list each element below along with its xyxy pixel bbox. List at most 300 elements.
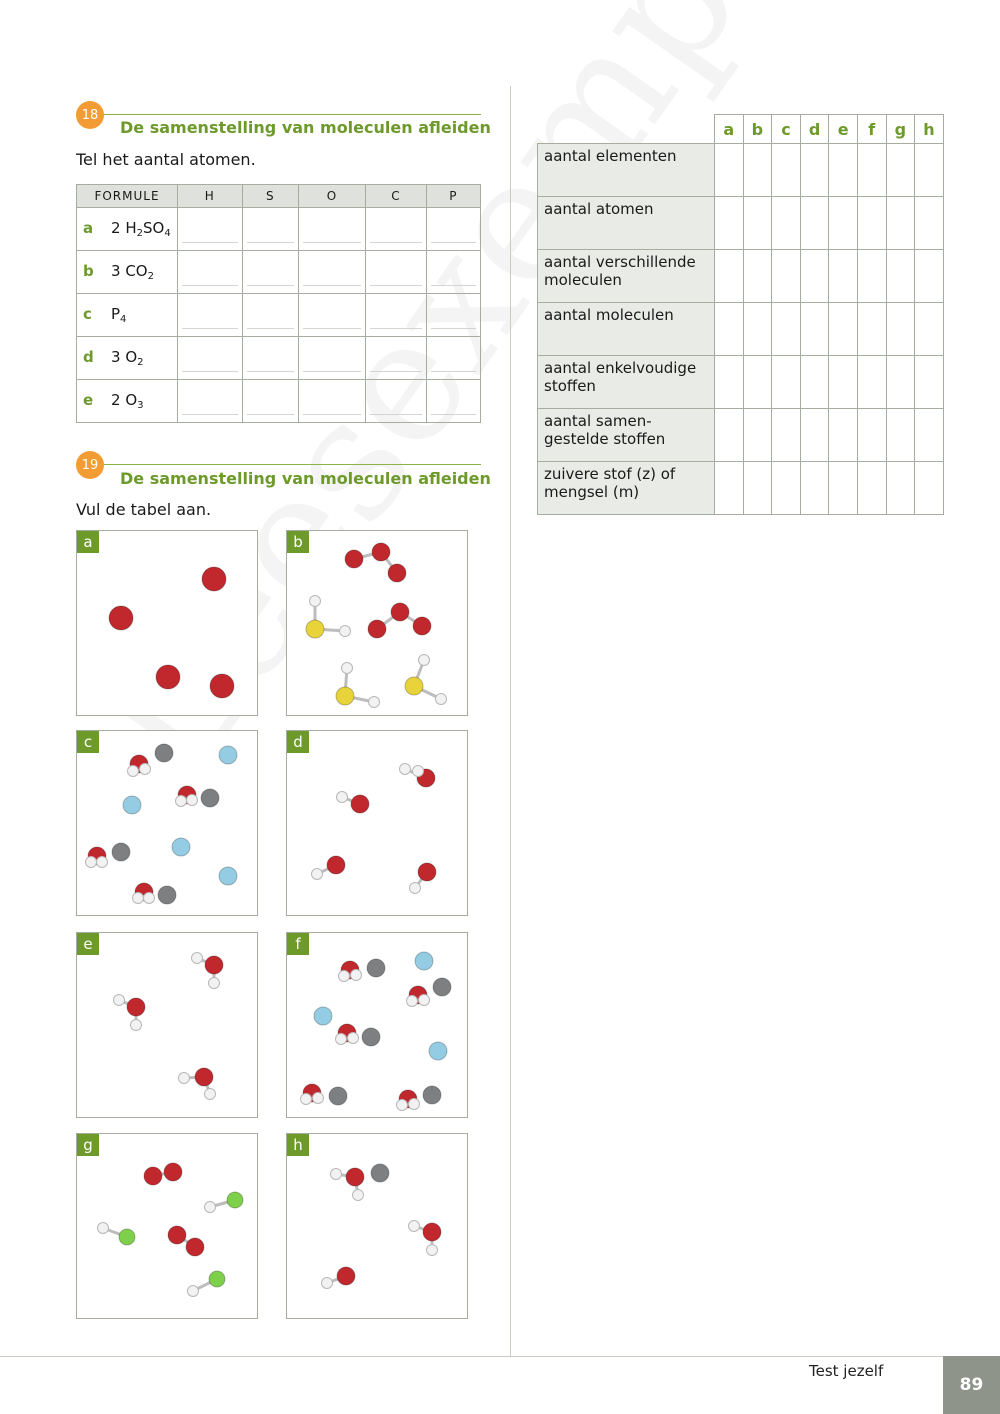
answer-cell[interactable] [772, 197, 801, 250]
row-letter: d [83, 348, 94, 366]
formula [111, 391, 144, 409]
molecule-panel-d [286, 730, 468, 916]
row-letter: b [83, 262, 94, 280]
answer-cell[interactable] [715, 356, 744, 409]
panel-label: f [287, 933, 309, 955]
molecule-drawing [77, 933, 257, 1117]
atom-c [367, 959, 385, 977]
atom-he [219, 867, 237, 885]
atom-h [351, 970, 362, 981]
answer-cell[interactable] [298, 337, 365, 380]
atom-h [310, 596, 321, 607]
molecule [415, 952, 433, 970]
subscript: 3 [137, 400, 144, 411]
answer-cell[interactable] [800, 250, 829, 303]
molecule [210, 674, 234, 698]
atom-he [219, 746, 237, 764]
element-symbol: O [125, 348, 138, 366]
molecule [362, 1028, 380, 1046]
atom-o [210, 674, 234, 698]
atoms-table-header [77, 185, 481, 208]
molecule [433, 978, 451, 996]
answer-cell[interactable] [743, 462, 772, 515]
molecule [155, 744, 173, 762]
answer-cell[interactable] [772, 303, 801, 356]
exercise-19-rule [104, 464, 481, 465]
answer-cell[interactable] [829, 197, 858, 250]
atom-h [342, 663, 353, 674]
molecule-panel-a [76, 530, 258, 716]
atom-h [407, 996, 418, 1007]
element-symbol: O [152, 219, 165, 237]
subscript: 4 [120, 314, 127, 325]
answer-cell[interactable] [715, 409, 744, 462]
answer-cell[interactable] [298, 380, 365, 423]
molecule [405, 655, 447, 705]
answer-cell[interactable] [715, 462, 744, 515]
molecule [371, 1164, 389, 1182]
formula-cell [77, 380, 178, 423]
answer-cell[interactable] [242, 208, 298, 251]
table-row [538, 144, 944, 197]
atom-h [133, 893, 144, 904]
table-row [538, 250, 944, 303]
answer-cell[interactable] [715, 250, 744, 303]
molecule [128, 755, 151, 777]
coefficient: 2 [111, 219, 126, 237]
atom-o [168, 1226, 186, 1244]
molecule [202, 567, 226, 591]
atom-h [339, 971, 350, 982]
atom-he [415, 952, 433, 970]
molecule [407, 986, 430, 1007]
atom-h [187, 795, 198, 806]
exercise-19-instruction: Vul de tabel aan. [76, 500, 212, 519]
molecule [156, 665, 180, 689]
molecule-drawing [77, 731, 257, 915]
atom-h [97, 857, 108, 868]
corner-cell [538, 115, 715, 144]
molecule [331, 1168, 365, 1201]
atom-o [418, 863, 436, 881]
element-symbol: CO [125, 262, 148, 280]
atom-h [144, 893, 155, 904]
molecule [337, 792, 370, 814]
molecule [133, 883, 155, 904]
coefficient: 3 [111, 348, 126, 366]
answer-cell[interactable] [857, 250, 886, 303]
atom-o [144, 1167, 162, 1185]
footer-section: Test jezelf [809, 1362, 884, 1380]
molecule-panel-b [286, 530, 468, 716]
panel-label: c [77, 731, 99, 753]
molecule-drawing [287, 731, 467, 915]
atom-c [423, 1086, 441, 1104]
atom-c [362, 1028, 380, 1046]
answer-cell[interactable] [829, 303, 858, 356]
molecule [158, 886, 176, 904]
atom-h [409, 1221, 420, 1232]
formula-cell [77, 294, 178, 337]
column-header-e: e [829, 115, 858, 144]
atom-s [336, 687, 354, 705]
molecule [201, 789, 219, 807]
atom-h [209, 978, 220, 989]
atom-c [155, 744, 173, 762]
atom-h [397, 1100, 408, 1111]
formula [111, 305, 126, 323]
atom-he [429, 1042, 447, 1060]
answer-cell[interactable] [772, 144, 801, 197]
answer-cell[interactable] [829, 409, 858, 462]
atom-o [372, 543, 390, 561]
molecule [172, 838, 190, 856]
molecule [188, 1271, 226, 1297]
atom-h [340, 626, 351, 637]
answer-cell[interactable] [365, 294, 426, 337]
atom-o [413, 617, 431, 635]
formula-cell [77, 337, 178, 380]
atom-cl [209, 1271, 225, 1287]
atom-o [186, 1238, 204, 1256]
molecule [86, 847, 108, 868]
answer-cell[interactable] [743, 356, 772, 409]
molecule-drawing [77, 531, 257, 715]
atom-h [131, 1020, 142, 1031]
atoms-header-p: P [426, 185, 480, 208]
answer-cell[interactable] [178, 294, 243, 337]
answer-cell[interactable] [800, 356, 829, 409]
table-row [538, 303, 944, 356]
answer-cell[interactable] [365, 208, 426, 251]
answer-cell[interactable] [857, 144, 886, 197]
atom-h [436, 694, 447, 705]
molecule [336, 663, 380, 708]
atoms-header-c: C [365, 185, 426, 208]
molecule [429, 1042, 447, 1060]
answer-cell[interactable] [886, 303, 915, 356]
atom-he [172, 838, 190, 856]
answer-cell[interactable] [915, 197, 944, 250]
element-symbol: S [142, 219, 153, 237]
atoms-header-o: O [298, 185, 365, 208]
column-header-d: d [800, 115, 829, 144]
exercise-18-number: 18 [76, 101, 104, 129]
answer-cell[interactable] [178, 251, 243, 294]
molecule [312, 856, 346, 880]
panel-label: b [287, 531, 309, 553]
exercise-18-instruction: Tel het aantal atomen. [76, 150, 256, 169]
molecule-panel-e [76, 932, 258, 1118]
answer-cell[interactable] [915, 144, 944, 197]
panel-label: e [77, 933, 99, 955]
row-label: aantal samen-gestelde stoffen [538, 409, 715, 462]
answer-cell[interactable] [178, 337, 243, 380]
answer-cell[interactable] [857, 462, 886, 515]
answer-cell[interactable] [886, 409, 915, 462]
atom-c [112, 843, 130, 861]
answer-cell[interactable] [298, 251, 365, 294]
molecule-drawing [287, 1134, 467, 1318]
subscript: 2 [136, 228, 143, 239]
molecule [192, 953, 224, 989]
answer-cell[interactable] [178, 380, 243, 423]
molecule [144, 1163, 182, 1185]
molecule [123, 796, 141, 814]
molecule [423, 1086, 441, 1104]
molecule-panel-g [76, 1133, 258, 1319]
table-row [77, 208, 481, 251]
atoms-header-h: H [178, 185, 243, 208]
molecule [345, 543, 406, 582]
subscript: 2 [147, 271, 154, 282]
row-letter: c [83, 305, 92, 323]
answer-cell[interactable] [715, 197, 744, 250]
element-symbol: P [111, 305, 121, 323]
atom-h [312, 869, 323, 880]
answer-cell[interactable] [886, 144, 915, 197]
atom-he [123, 796, 141, 814]
atom-h [98, 1223, 109, 1234]
molecule [367, 959, 385, 977]
atom-o [195, 1068, 213, 1086]
answer-cell[interactable] [426, 294, 480, 337]
answer-cell[interactable] [800, 144, 829, 197]
atom-c [433, 978, 451, 996]
column-header-h: h [915, 115, 944, 144]
atoms-count-table [76, 184, 481, 423]
atom-h [128, 766, 139, 777]
molecule [205, 1192, 244, 1213]
answer-cell[interactable] [298, 294, 365, 337]
formula [111, 262, 154, 280]
exercise-18-title: De samenstelling van moleculen afleiden [120, 118, 491, 137]
answer-cell[interactable] [743, 144, 772, 197]
answer-cell[interactable] [715, 144, 744, 197]
table-row [77, 380, 481, 423]
atom-o [345, 550, 363, 568]
answer-cell[interactable] [800, 197, 829, 250]
coefficient: 2 [111, 391, 126, 409]
answer-cell[interactable] [715, 303, 744, 356]
molecule [301, 1084, 324, 1105]
answer-cell[interactable] [800, 462, 829, 515]
answer-cell[interactable] [743, 409, 772, 462]
subscript: 2 [137, 357, 144, 368]
table-row [77, 251, 481, 294]
exercise-18-rule [104, 114, 481, 115]
column-header-b: b [743, 115, 772, 144]
answer-cell[interactable] [242, 294, 298, 337]
molecule-panel-f [286, 932, 468, 1118]
molecule [339, 961, 362, 982]
atom-s [306, 620, 324, 638]
formula-cell [77, 208, 178, 251]
row-letter: a [83, 219, 94, 237]
answer-cell[interactable] [743, 250, 772, 303]
answer-cell[interactable] [426, 208, 480, 251]
molecule [219, 867, 237, 885]
row-label: zuivere stof (z) of mengsel (m) [538, 462, 715, 515]
atom-h [176, 796, 187, 807]
answer-cell[interactable] [178, 208, 243, 251]
answer-cell[interactable] [242, 380, 298, 423]
atom-c [371, 1164, 389, 1182]
atom-c [329, 1087, 347, 1105]
atom-h [409, 1099, 420, 1110]
atom-o [156, 665, 180, 689]
atom-h [205, 1202, 216, 1213]
atom-o [351, 795, 369, 813]
atom-h [179, 1073, 190, 1084]
row-label: aantal verschillende moleculen [538, 250, 715, 303]
molecule [410, 863, 437, 894]
answer-cell[interactable] [886, 197, 915, 250]
atom-h [205, 1089, 216, 1100]
molecule-drawing [287, 933, 467, 1117]
atom-h [337, 792, 348, 803]
atom-h [301, 1094, 312, 1105]
answer-cell[interactable] [772, 356, 801, 409]
answer-cell[interactable] [365, 380, 426, 423]
answer-cell[interactable] [886, 356, 915, 409]
molecule [109, 606, 133, 630]
molecule [114, 995, 146, 1031]
atom-h [86, 857, 97, 868]
atom-o [368, 620, 386, 638]
molecule [176, 786, 198, 807]
answer-cell[interactable] [857, 303, 886, 356]
molecule-composition-table [537, 114, 944, 515]
atom-o [202, 567, 226, 591]
atom-h [413, 766, 424, 777]
column-header-f: f [857, 115, 886, 144]
atom-h [427, 1245, 438, 1256]
answer-cell[interactable] [426, 380, 480, 423]
composition-table-header [538, 115, 944, 144]
answer-cell[interactable] [800, 409, 829, 462]
answer-cell[interactable] [886, 462, 915, 515]
table-row [77, 294, 481, 337]
molecule [397, 1090, 420, 1111]
atom-h [369, 697, 380, 708]
row-label: aantal enkelvoudige stoffen [538, 356, 715, 409]
molecule [306, 596, 351, 639]
answer-cell[interactable] [886, 250, 915, 303]
atom-o [109, 606, 133, 630]
element-symbol: H [125, 219, 137, 237]
row-label: aantal elementen [538, 144, 715, 197]
atom-h [140, 764, 151, 775]
row-label: aantal atomen [538, 197, 715, 250]
atom-h [400, 764, 411, 775]
answer-cell[interactable] [743, 197, 772, 250]
molecule [168, 1226, 204, 1256]
answer-cell[interactable] [772, 250, 801, 303]
atom-o [388, 564, 406, 582]
answer-cell[interactable] [772, 462, 801, 515]
table-row [538, 197, 944, 250]
answer-cell[interactable] [426, 337, 480, 380]
atom-h [331, 1169, 342, 1180]
molecule [98, 1223, 136, 1246]
atom-h [192, 953, 203, 964]
atom-cl [119, 1229, 135, 1245]
answer-cell[interactable] [365, 337, 426, 380]
column-header-g: g [886, 115, 915, 144]
atom-h [419, 995, 430, 1006]
answer-cell[interactable] [829, 144, 858, 197]
atom-h [336, 1034, 347, 1045]
answer-cell[interactable] [426, 251, 480, 294]
table-row [77, 337, 481, 380]
atom-h [410, 883, 421, 894]
molecule [322, 1267, 356, 1289]
molecule [409, 1221, 442, 1256]
answer-cell[interactable] [915, 462, 944, 515]
answer-cell[interactable] [829, 356, 858, 409]
answer-cell[interactable] [857, 356, 886, 409]
answer-cell[interactable] [915, 409, 944, 462]
molecule-panel-h [286, 1133, 468, 1319]
atom-h [348, 1033, 359, 1044]
atoms-header-s: S [242, 185, 298, 208]
formula [111, 348, 144, 366]
atom-o [423, 1223, 441, 1241]
atom-o [164, 1163, 182, 1181]
atom-c [201, 789, 219, 807]
molecule-panel-c [76, 730, 258, 916]
answer-cell[interactable] [915, 356, 944, 409]
element-symbol: O [125, 391, 138, 409]
answer-cell[interactable] [829, 250, 858, 303]
answer-cell[interactable] [242, 337, 298, 380]
answer-cell[interactable] [365, 251, 426, 294]
answer-cell[interactable] [857, 409, 886, 462]
molecule-drawing [77, 1134, 257, 1318]
answer-cell[interactable] [915, 303, 944, 356]
subscript: 4 [164, 228, 171, 239]
molecule [219, 746, 237, 764]
atom-he [314, 1007, 332, 1025]
atom-o [337, 1267, 355, 1285]
formula [111, 219, 171, 237]
answer-cell[interactable] [242, 251, 298, 294]
atom-c [158, 886, 176, 904]
molecule [179, 1068, 216, 1100]
atom-h [188, 1286, 199, 1297]
exercise-19-number: 19 [76, 451, 104, 479]
panel-label: a [77, 531, 99, 553]
answer-cell[interactable] [800, 303, 829, 356]
answer-cell[interactable] [772, 409, 801, 462]
answer-cell[interactable] [743, 303, 772, 356]
panel-label: g [77, 1134, 99, 1156]
molecule [314, 1007, 332, 1025]
atom-h [313, 1093, 324, 1104]
answer-cell[interactable] [829, 462, 858, 515]
atom-h [419, 655, 430, 666]
table-row [538, 356, 944, 409]
exercise-19-title: De samenstelling van moleculen afleiden [120, 469, 491, 488]
answer-cell[interactable] [915, 250, 944, 303]
row-label: aantal moleculen [538, 303, 715, 356]
page-number: 89 [943, 1356, 1000, 1414]
answer-cell[interactable] [298, 208, 365, 251]
formula-cell [77, 251, 178, 294]
answer-cell[interactable] [857, 197, 886, 250]
molecule [112, 843, 130, 861]
